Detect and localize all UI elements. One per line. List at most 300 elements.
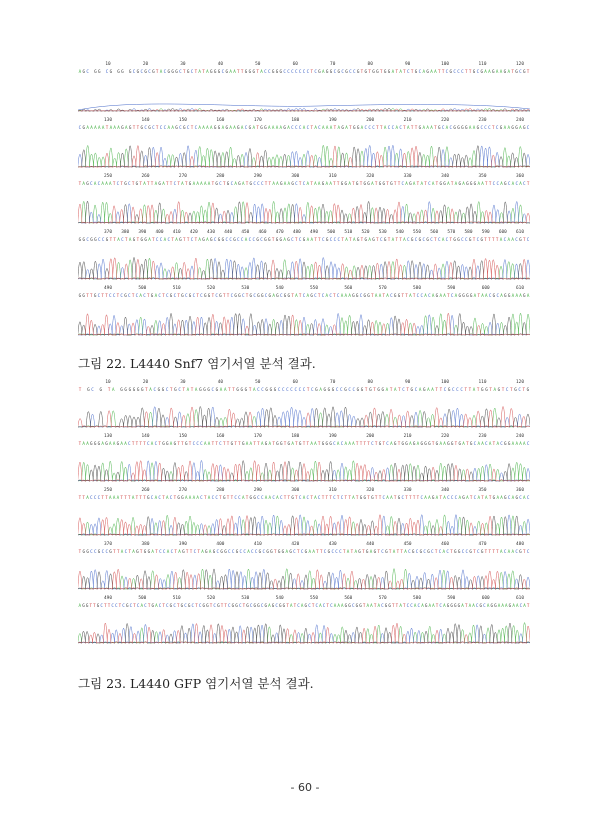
base-call-G: G: [341, 125, 344, 130]
trace-plot: [78, 502, 530, 536]
base-call-T: T: [488, 181, 492, 186]
base-call-G: G: [124, 293, 127, 298]
base-call-T: T: [511, 69, 514, 74]
base-position-label: 170: [253, 118, 262, 123]
trace-plot: [78, 132, 530, 168]
base-call-T: T: [414, 125, 418, 130]
base-call-C: C: [243, 549, 246, 554]
base-call-A: A: [458, 495, 461, 500]
base-call-G: G: [217, 237, 221, 242]
base-call-G: G: [202, 237, 205, 242]
base-call-T: T: [113, 549, 116, 554]
base-call-C: C: [184, 603, 187, 608]
base-call-G: G: [143, 549, 147, 554]
base-call-T: T: [342, 549, 346, 554]
base-call-A: A: [201, 549, 204, 554]
chromatogram-row: [78, 430, 530, 484]
base-call-G: G: [321, 181, 325, 186]
base-call-T: T: [434, 237, 437, 242]
base-call-G: G: [344, 387, 347, 392]
base-call-C: C: [382, 495, 386, 500]
base-call-A: A: [208, 549, 212, 554]
base-call-G: G: [147, 549, 151, 554]
base-call-G: G: [253, 495, 256, 500]
base-call-A: A: [407, 125, 410, 130]
base-call-A: A: [229, 69, 232, 74]
base-call-T: T: [526, 181, 530, 186]
base-call-G: G: [117, 69, 120, 74]
base-call-A: A: [308, 549, 312, 554]
base-call-T: T: [495, 237, 499, 242]
base-call-A: A: [94, 125, 97, 130]
base-call-G: G: [136, 387, 140, 392]
base-call-G: G: [179, 237, 182, 242]
base-call-G: G: [378, 441, 382, 446]
base-call-G: G: [363, 293, 367, 298]
base-call-G: G: [287, 293, 291, 298]
base-position-label: 330: [403, 488, 412, 493]
base-position-label: 610: [516, 596, 524, 601]
base-call-T: T: [310, 495, 313, 500]
base-call-G: G: [359, 495, 363, 500]
base-call-C: C: [450, 293, 454, 298]
base-position-label: 510: [344, 230, 353, 235]
base-call-C: C: [422, 237, 426, 242]
base-call-G: G: [256, 237, 259, 242]
base-call-A: A: [154, 181, 158, 186]
base-call-C: C: [101, 549, 105, 554]
base-call-T: T: [355, 495, 359, 500]
base-call-G: G: [443, 181, 446, 186]
base-call-C: C: [228, 549, 231, 554]
base-call-G: G: [124, 181, 127, 186]
base-position-label: 500: [327, 230, 336, 235]
base-call-C: C: [192, 441, 196, 446]
base-call-T: T: [306, 387, 310, 392]
base-call-C: C: [330, 603, 333, 608]
base-call-G: G: [260, 293, 264, 298]
base-call-G: G: [382, 181, 386, 186]
chromatogram-row: [78, 538, 530, 592]
base-call-C: C: [167, 237, 171, 242]
base-call-T: T: [382, 441, 386, 446]
base-call-T: T: [349, 125, 352, 130]
base-call-C: C: [78, 125, 82, 130]
base-call-A: A: [341, 603, 344, 608]
base-call-sequence: [78, 546, 530, 556]
base-call-C: C: [399, 125, 402, 130]
base-position-label: 580: [413, 286, 421, 291]
base-call-T: T: [488, 237, 491, 242]
base-call-T: T: [274, 549, 277, 554]
base-call-C: C: [298, 125, 302, 130]
base-call-C: C: [445, 69, 449, 74]
base-call-G: G: [244, 69, 248, 74]
base-call-C: C: [333, 495, 336, 500]
base-call-A: A: [352, 495, 355, 500]
base-call-G: G: [356, 237, 360, 242]
base-call-A: A: [434, 69, 437, 74]
base-call-T: T: [295, 237, 298, 242]
base-call-C: C: [234, 495, 237, 500]
base-call-G: G: [226, 181, 230, 186]
base-call-T: T: [245, 495, 249, 500]
base-call-G: G: [125, 603, 129, 608]
base-call-T: T: [405, 495, 408, 500]
base-call-G: G: [210, 69, 213, 74]
base-position-label: 260: [141, 488, 150, 493]
base-call-G: G: [519, 549, 522, 554]
base-call-G: G: [281, 549, 285, 554]
base-call-C: C: [523, 181, 526, 186]
base-call-G: G: [188, 293, 192, 298]
base-call-G: G: [507, 293, 511, 298]
base-call-sequence: [78, 438, 530, 448]
base-call-T: T: [86, 293, 89, 298]
base-call-A: A: [322, 125, 325, 130]
base-call-G: G: [287, 441, 291, 446]
base-call-G: G: [86, 181, 89, 186]
base-call-C: C: [311, 387, 314, 392]
base-call-A: A: [493, 387, 497, 392]
base-call-G: G: [325, 237, 329, 242]
base-call-T: T: [203, 495, 207, 500]
base-call-G: G: [355, 181, 359, 186]
base-call-A: A: [125, 125, 128, 130]
base-call-G: G: [327, 549, 331, 554]
base-call-C: C: [155, 237, 159, 242]
base-call-C: C: [297, 603, 300, 608]
chromatogram-row: [78, 484, 530, 538]
base-position-label: 610: [516, 286, 524, 291]
base-call-G: G: [345, 69, 348, 74]
base-call-C: C: [480, 125, 483, 130]
base-call-T: T: [105, 495, 108, 500]
base-call-G: G: [97, 69, 101, 74]
base-position-label: 410: [253, 542, 262, 547]
base-call-T: T: [185, 549, 189, 554]
chromatogram-row: [78, 114, 530, 170]
chromatogram-row: [78, 376, 530, 430]
base-call-G: G: [418, 237, 422, 242]
base-call-T: T: [373, 387, 376, 392]
base-call-C: C: [239, 549, 243, 554]
base-call-G: G: [173, 441, 177, 446]
base-call-G: G: [238, 181, 241, 186]
base-call-G: G: [237, 125, 240, 130]
base-position-label: 350: [478, 488, 487, 493]
base-call-A: A: [511, 237, 514, 242]
base-call-G: G: [321, 441, 325, 446]
base-call-T: T: [171, 237, 174, 242]
base-call-G: G: [109, 69, 113, 74]
base-call-C: C: [228, 603, 231, 608]
base-call-T: T: [125, 237, 128, 242]
base-call-G: G: [87, 387, 90, 392]
base-call-G: G: [480, 549, 484, 554]
base-call-C: C: [260, 237, 263, 242]
base-call-A: A: [78, 69, 82, 74]
base-call-G: G: [151, 603, 154, 608]
base-call-T: T: [264, 181, 268, 186]
base-position-label: 610: [516, 230, 524, 235]
base-call-A: A: [249, 441, 253, 446]
base-call-C: C: [416, 293, 420, 298]
base-call-C: C: [461, 549, 465, 554]
base-call-A: A: [90, 125, 93, 130]
base-call-A: A: [196, 181, 199, 186]
chromatogram-row: [78, 282, 530, 338]
base-call-A: A: [198, 237, 201, 242]
base-call-A: A: [477, 441, 480, 446]
base-call-A: A: [319, 603, 322, 608]
base-position-label: 300: [291, 174, 300, 179]
base-call-C: C: [294, 387, 297, 392]
base-call-G: G: [94, 69, 97, 74]
base-position-label: 260: [141, 174, 150, 179]
base-call-T: T: [257, 441, 260, 446]
base-position-label: 510: [172, 286, 181, 291]
base-call-A: A: [435, 495, 439, 500]
base-call-T: T: [412, 293, 416, 298]
base-call-C: C: [132, 69, 136, 74]
base-call-G: G: [469, 549, 472, 554]
base-call-C: C: [465, 549, 469, 554]
base-call-G: G: [260, 125, 263, 130]
base-call-A: A: [154, 293, 158, 298]
base-call-T: T: [376, 125, 379, 130]
base-call-A: A: [113, 125, 116, 130]
base-call-G: G: [514, 387, 517, 392]
base-call-C: C: [128, 181, 131, 186]
base-call-T: T: [177, 441, 180, 446]
base-call-A: A: [370, 603, 373, 608]
base-position-label: 280: [216, 488, 225, 493]
base-call-T: T: [162, 495, 165, 500]
base-call-A: A: [399, 69, 402, 74]
base-call-A: A: [329, 181, 332, 186]
base-position-label: 100: [441, 62, 450, 67]
trace-C: [78, 257, 530, 279]
base-call-G: G: [82, 549, 86, 554]
base-call-G: G: [497, 387, 501, 392]
base-call-T: T: [397, 441, 401, 446]
base-call-C: C: [144, 125, 147, 130]
base-call-C: C: [105, 69, 109, 74]
base-call-T: T: [188, 441, 192, 446]
base-call-T: T: [325, 495, 329, 500]
base-call-G: G: [90, 441, 93, 446]
base-call-T: T: [464, 387, 467, 392]
base-position-label: 110: [478, 62, 487, 67]
base-call-A: A: [424, 495, 427, 500]
base-call-C: C: [90, 549, 93, 554]
base-call-T: T: [245, 181, 249, 186]
base-call-C: C: [423, 549, 426, 554]
base-call-G: G: [93, 293, 97, 298]
base-call-A: A: [207, 181, 211, 186]
base-position-label: 190: [328, 434, 337, 439]
base-call-G: G: [468, 237, 472, 242]
base-call-C: C: [219, 181, 222, 186]
base-call-A: A: [210, 125, 213, 130]
base-position-label: 60: [292, 62, 298, 67]
base-position-label: 160: [216, 118, 225, 123]
base-call-A: A: [512, 603, 515, 608]
base-call-G: G: [466, 293, 469, 298]
base-call-T: T: [226, 441, 230, 446]
base-position-label: 180: [291, 118, 300, 123]
base-call-C: C: [379, 237, 383, 242]
base-call-A: A: [312, 549, 315, 554]
trace-A: [78, 461, 530, 481]
base-call-A: A: [462, 181, 465, 186]
base-call-C: C: [329, 293, 332, 298]
base-position-label: 20: [142, 380, 149, 385]
base-call-T: T: [194, 237, 198, 242]
base-call-T: T: [295, 495, 298, 500]
base-call-T: T: [379, 125, 383, 130]
base-call-C: C: [275, 603, 278, 608]
base-call-A: A: [154, 495, 158, 500]
base-call-T: T: [139, 441, 142, 446]
base-call-T: T: [283, 441, 287, 446]
base-position-label: 140: [141, 118, 150, 123]
base-call-A: A: [295, 293, 298, 298]
base-position-label: 20: [142, 62, 149, 67]
base-call-G: G: [458, 293, 461, 298]
base-call-A: A: [206, 69, 209, 74]
base-position-label: 340: [441, 488, 450, 493]
base-call-G: G: [492, 69, 495, 74]
base-call-C: C: [261, 387, 264, 392]
base-call-A: A: [374, 293, 378, 298]
base-call-T: T: [78, 387, 82, 392]
base-position-label: 170: [253, 434, 262, 439]
base-position-label: 70: [330, 380, 336, 385]
base-call-G: G: [124, 387, 127, 392]
base-call-C: C: [420, 293, 424, 298]
base-call-C: C: [159, 237, 163, 242]
base-call-A: A: [188, 495, 192, 500]
base-position-label: 530: [241, 286, 250, 291]
base-call-T: T: [105, 125, 109, 130]
base-call-G: G: [356, 125, 360, 130]
base-position-label: 420: [189, 230, 198, 235]
base-call-C: C: [230, 181, 234, 186]
base-call-A: A: [128, 237, 132, 242]
base-call-G: G: [157, 387, 161, 392]
base-position-label: 530: [378, 230, 387, 235]
base-call-T: T: [314, 237, 317, 242]
base-call-G: G: [221, 237, 225, 242]
base-position-label: 490: [104, 596, 112, 601]
base-call-C: C: [97, 293, 101, 298]
base-position-label: 320: [366, 488, 375, 493]
base-call-T: T: [237, 69, 240, 74]
base-call-G: G: [360, 387, 364, 392]
base-call-C: C: [306, 495, 310, 500]
base-call-T: T: [410, 125, 414, 130]
base-call-C: C: [194, 125, 198, 130]
base-call-C: C: [461, 69, 464, 74]
base-position-label: 230: [478, 434, 487, 439]
base-call-A: A: [383, 125, 387, 130]
base-call-G: G: [206, 603, 209, 608]
base-call-G: G: [253, 603, 257, 608]
base-call-G: G: [187, 603, 191, 608]
base-call-T: T: [318, 237, 321, 242]
base-call-C: C: [129, 603, 133, 608]
base-call-G: G: [462, 293, 465, 298]
base-call-A: A: [523, 495, 526, 500]
base-call-A: A: [428, 603, 432, 608]
base-call-G: G: [393, 293, 397, 298]
base-call-G: G: [337, 69, 341, 74]
base-call-T: T: [450, 549, 453, 554]
base-call-A: A: [314, 441, 317, 446]
base-call-G: G: [419, 549, 423, 554]
base-call-C: C: [341, 69, 344, 74]
base-call-C: C: [340, 441, 344, 446]
base-call-G: G: [82, 603, 85, 608]
base-call-G: G: [367, 181, 370, 186]
base-call-G: G: [453, 125, 456, 130]
base-call-G: G: [372, 237, 375, 242]
base-call-C: C: [484, 125, 487, 130]
base-call-C: C: [216, 549, 220, 554]
base-call-G: G: [279, 603, 282, 608]
base-call-C: C: [158, 603, 162, 608]
base-call-sequence: [78, 290, 530, 300]
base-position-label: 340: [441, 174, 450, 179]
base-position-label: 180: [291, 434, 300, 439]
base-call-C: C: [496, 181, 499, 186]
base-call-C: C: [128, 441, 131, 446]
base-call-C: C: [496, 293, 499, 298]
base-call-A: A: [441, 237, 445, 242]
base-call-C: C: [112, 293, 116, 298]
base-call-C: C: [191, 603, 195, 608]
base-call-G: G: [248, 69, 252, 74]
base-call-A: A: [317, 181, 321, 186]
base-call-G: G: [372, 69, 375, 74]
base-call-A: A: [207, 441, 211, 446]
base-call-G: G: [454, 603, 457, 608]
base-call-G: G: [469, 441, 473, 446]
base-position-label: 550: [310, 596, 318, 601]
base-call-C: C: [237, 237, 240, 242]
base-call-G: G: [291, 181, 294, 186]
base-position-label: 90: [404, 380, 411, 385]
base-call-A: A: [477, 181, 480, 186]
base-call-C: C: [179, 125, 182, 130]
base-call-C: C: [461, 237, 464, 242]
base-call-A: A: [82, 441, 85, 446]
base-call-G: G: [522, 125, 526, 130]
base-call-C: C: [279, 293, 283, 298]
base-call-A: A: [171, 125, 174, 130]
base-call-A: A: [148, 237, 151, 242]
base-call-G: G: [136, 549, 139, 554]
base-call-A: A: [395, 125, 398, 130]
base-call-G: G: [270, 549, 273, 554]
base-call-G: G: [271, 69, 275, 74]
base-call-C: C: [492, 181, 496, 186]
base-call-G: G: [184, 441, 188, 446]
base-call-G: G: [401, 441, 405, 446]
base-call-A: A: [93, 181, 97, 186]
